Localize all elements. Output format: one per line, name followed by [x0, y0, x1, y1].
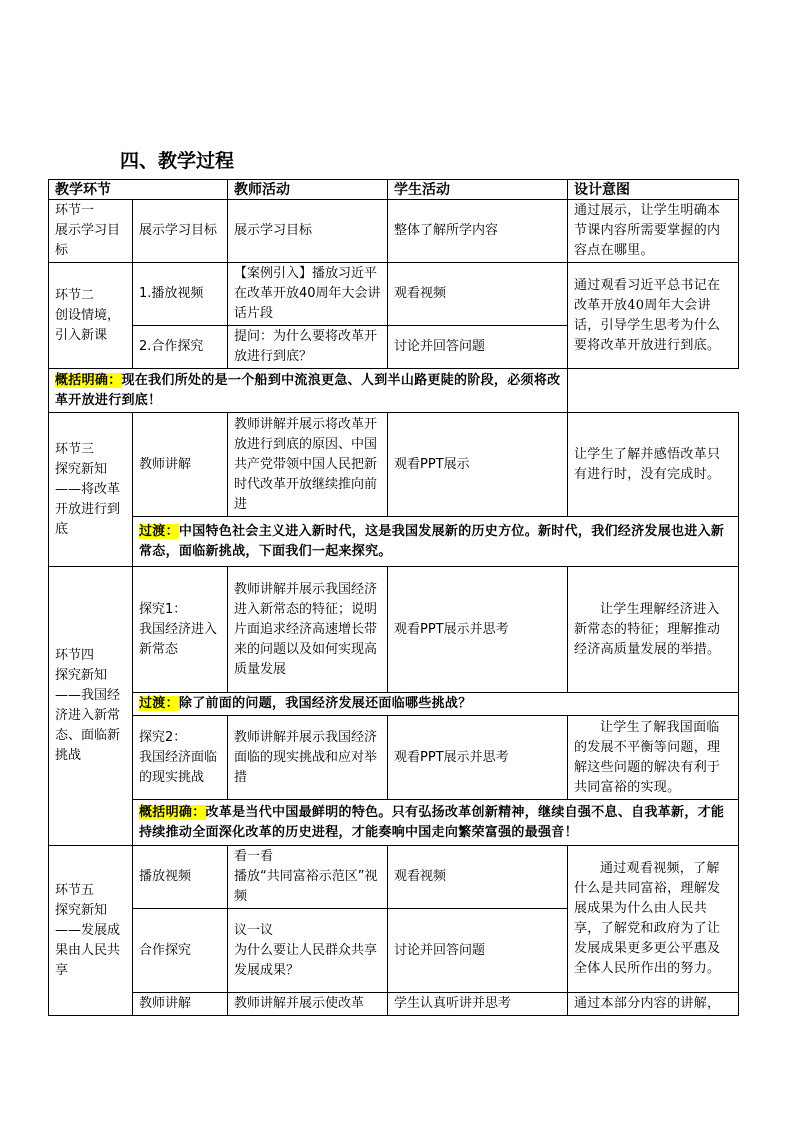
header-student: 学生活动 [388, 180, 568, 200]
stage-5-teacher-2: 议一议 为什么要让人民群众共享发展成果？ [228, 909, 388, 993]
stage-3-activity: 教师讲解 [133, 413, 228, 517]
table-row [49, 567, 739, 693]
stage-2-summary [49, 369, 568, 413]
stage-4-transition [133, 693, 739, 716]
table-row [49, 200, 739, 263]
stage-4-student-1: 观看PPT展示并思考 [388, 567, 568, 693]
stage-3-transition [133, 517, 739, 567]
section-heading: 四、教学过程 [120, 150, 235, 172]
stage-1-intent: 通过展示，让学生明确本节课内容所需要掌握的内容点在哪里。 [568, 200, 739, 263]
table-header-row [49, 180, 739, 200]
stage-1-student: 整体了解所学内容 [388, 200, 568, 263]
stage-4-summary [133, 800, 739, 846]
stage-1-name: 环节一 展示学习目标 [49, 200, 133, 263]
stage-5-student-2: 讨论并回答问题 [388, 909, 568, 993]
summary-label: 概括明确： [139, 804, 206, 820]
stage-2-activity-2: 2.合作探究 [133, 326, 228, 369]
transition-text: 除了前面的问题，我国经济发展还面临哪些挑战？ [178, 696, 472, 711]
stage-3-intent: 让学生了解并感悟改革只有进行时，没有完成时。 [568, 413, 739, 517]
header-teacher: 教师活动 [228, 180, 388, 200]
summary-text: 现在我们所处的是一个船到中流浪更急、人到半山路更陡的阶段，必须将改革开放进行到底！ [55, 372, 561, 408]
stage-4-teacher-1: 教师讲解并展示我国经济进入新常态的特征；说明片面追求经济高速增长带来的问题以及如何实现高质量发展 [228, 567, 388, 693]
header-intent: 设计意图 [568, 180, 739, 200]
stage-4-activity-2: 探究2： 我国经济面临的现实挑战 [133, 716, 228, 800]
table-row [49, 716, 739, 800]
table-row [49, 693, 739, 716]
table-row [49, 263, 739, 326]
header-stage: 教学环节 [49, 180, 228, 200]
transition-text: 中国特色社会主义进入新时代，这是我国发展新的历史方位。新时代，我们经济发展也进入新常态，面临新挑战，下面我们一起来探究。 [139, 523, 725, 559]
stage-4-name: 环节四 探究新知——我国经济进入新常态、面临新挑战 [49, 567, 133, 846]
stage-4-intent-2: 让学生了解我国面临的发展不平衡等问题，理解这些问题的解决有利于共同富裕的实现。 [568, 716, 739, 800]
stage-4-student-2: 观看PPT展示并思考 [388, 716, 568, 800]
stage-2-name: 环节二 创设情境，引入新课 [49, 263, 133, 369]
stage-5-teacher-3: 教师讲解并展示使改革 [228, 993, 388, 1016]
stage-5-student-1: 观看视频 [388, 846, 568, 909]
stage-5-activity-3: 教师讲解 [133, 993, 228, 1016]
stage-4-activity-1: 探究1： 我国经济进入新常态 [133, 567, 228, 693]
stage-5-activity-2: 合作探究 [133, 909, 228, 993]
table-row [49, 517, 739, 567]
stage-2-intent: 通过观看习近平总书记在改革开放40周年大会讲话，引导学生思考为什么要将改革开放进行到底。 [568, 263, 739, 369]
table-row [49, 846, 739, 909]
stage-4-teacher-2: 教师讲解并展示我国经济面临的现实挑战和应对举措 [228, 716, 388, 800]
stage-1-activity: 展示学习目标 [133, 200, 228, 263]
stage-4-intent-1: 让学生理解经济进入新常态的特征；理解推动经济高质量发展的举措。 [568, 567, 739, 693]
stage-3-student: 观看PPT展示 [388, 413, 568, 517]
stage-3-name: 环节三 探究新知——将改革开放进行到底 [49, 413, 133, 567]
teaching-process-table [48, 179, 739, 1016]
stage-5-student-3: 学生认真听讲并思考 [388, 993, 568, 1016]
stage-5-name: 环节五 探究新知——发展成果由人民共享 [49, 846, 133, 1016]
stage-5-intent-1: 通过观看视频，了解什么是共同富裕，理解发展成果为什么由人民共享，了解党和政府为了让发展成果更多更公平惠及全体人民所作出的努力。 [568, 846, 739, 993]
transition-label: 过渡： [139, 696, 179, 711]
stage-2-student-1: 观看视频 [388, 263, 568, 326]
table-row [49, 413, 739, 517]
stage-2-teacher-2: 提问：为什么要将改革开放进行到底？ [228, 326, 388, 369]
stage-3-teacher: 教师讲解并展示将改革开放进行到底的原因、中国共产党带领中国人民把新时代改革开放继续推向前进 [228, 413, 388, 517]
stage-5-teacher-1: 看一看 播放“共同富裕示范区”视频 [228, 846, 388, 909]
stage-2-activity-1: 1.播放视频 [133, 263, 228, 326]
table-row [49, 369, 739, 413]
stage-2-teacher-1: 【案例引入】播放习近平在改革开放40周年大会讲话片段 [228, 263, 388, 326]
summary-text: 改革是当代中国最鲜明的特色。只有弘扬改革创新精神，继续自强不息、自我革新，才能持续推动全面深化改革的历史进程，才能奏响中国走向繁荣富强的最强音！ [139, 804, 725, 840]
stage-5-activity-1: 播放视频 [133, 846, 228, 909]
transition-label: 过渡： [139, 523, 179, 539]
table-row [49, 800, 739, 846]
table-row [49, 993, 739, 1016]
summary-label: 概括明确： [55, 372, 122, 388]
stage-1-teacher: 展示学习目标 [228, 200, 388, 263]
stage-2-student-2: 讨论并回答问题 [388, 326, 568, 369]
stage-5-intent-3: 通过本部分内容的讲解， [568, 993, 739, 1016]
